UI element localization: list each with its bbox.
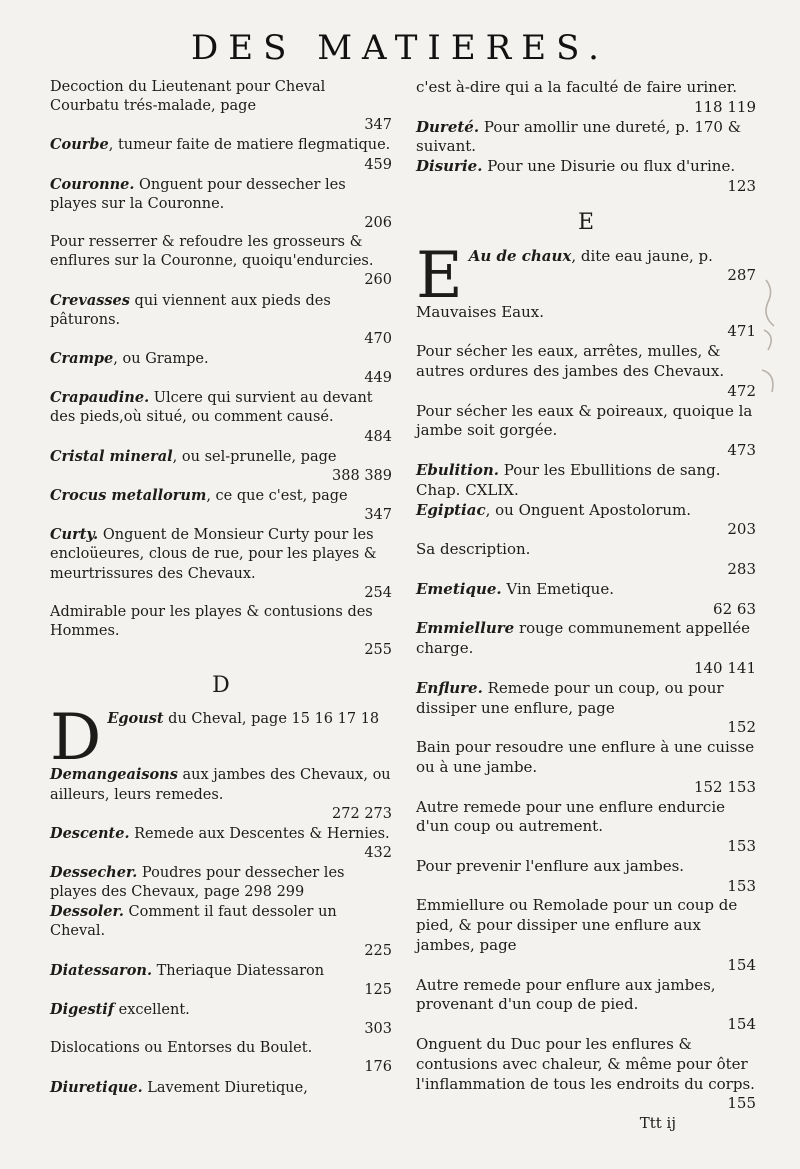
entry-page-number: 449 [364,370,392,387]
index-entry [50,486,392,525]
entry-page-number: 206 [364,214,392,231]
entry-text: excellent. [114,1002,190,1019]
entry-text: Theriaque Diatessaron [152,962,325,979]
margin-smudge-mark [756,270,796,410]
entry-text: , tumeur faite de matiere flegmatique. [108,137,391,154]
index-entry [50,824,392,863]
entry-text: Onguent de Monsieur Curty pour les encloüeures, clous de rue, pour les playes & meurtrissures des Chevaux. [50,527,377,582]
entry-page-number: 118 119 [693,97,756,116]
entry-term: Ebulition. [416,460,499,479]
entry-term: Egiptiac [416,500,486,519]
entry-term: Diatessaron. [50,961,153,979]
index-entry [50,291,392,349]
entry-text: Pour une Disurie ou flux d'urine. [482,157,736,176]
entry-page-number: 388 389 [332,467,392,484]
entry-text: Comment il faut dessoler un Cheval. [50,904,337,940]
entry-term: Cristal mineral [50,447,173,465]
entry-page-number: 123 [727,176,756,195]
entry-text: , ou sel-prunelle, page [172,448,337,465]
entry-term: Digestif [50,1001,115,1019]
index-entry [50,961,392,1000]
index-entry [416,303,756,343]
entry-page-number: 154 [727,1015,756,1034]
index-entry [416,580,756,620]
entry-text: Ulcere qui survient au devant des pieds,où situé, ou comment causé. [50,390,373,426]
entry-term: Dureté. [416,117,480,136]
drop-cap-letter: D [50,701,102,776]
entry-text: Autre remede pour une enflure endurcie d'un coup ou autrement. [416,797,725,836]
entry-term: Disurie. [416,157,483,176]
entry-text: Pour resserrer & refoudre les grosseurs & enflures sur la Couronne, quoiqu'endurcies. [50,234,374,270]
entry-term: Diuretique. [50,1078,143,1096]
entry-page-number: 176 [364,1059,392,1076]
entry-term: Enflure. [416,678,483,697]
entry-text: Dislocations ou Entorses du Boulet. [50,1040,313,1057]
entry-page-number: 153 [727,876,756,895]
drop-cap-letter: E [416,238,463,313]
entry-page-number: 347 [364,507,392,524]
entry-page-number: 225 [364,942,392,959]
index-entry [416,798,756,857]
entry-page-number: 303 [364,1021,392,1038]
index-entry [50,78,392,135]
entry-term: Dessoler. [50,903,124,921]
entry-text: Poudres pour dessecher les playes des Chevaux, page 298 299 [50,865,345,901]
entry-page-number: 347 [364,117,392,134]
entry-text: Emmiellure ou Remolade pour un coup de pied, & pour dissiper une enflure aux jambes, page [416,896,738,955]
entry-page-number: 260 [364,272,392,289]
index-entry [416,540,756,580]
entry-page-number: 254 [364,584,392,601]
entry-page-number: 470 [364,330,392,347]
index-entry [50,902,392,960]
index-entry [50,863,392,902]
entry-term: Crampe [50,349,114,367]
index-entry [416,501,756,541]
index-entry [50,175,392,233]
entry-page-number: 471 [727,322,756,341]
entry-text: Pour sécher les eaux, arrêtes, mulles, & autres ordures des jambes des Chevaux. [416,342,725,380]
entry-text: Sa description. [416,540,531,559]
index-entry [416,118,756,158]
index-entry [416,896,756,975]
entry-text: Decoction du Lieutenant pour Cheval Courbatu trés-malade, page [50,79,326,115]
entry-page-number: 472 [727,381,756,400]
entry-text: rouge communement appellée charge. [416,619,751,658]
entry-text: Pour prevenir l'enflure aux jambes. [416,856,685,875]
entry-text: Remede aux Descentes & Hernies. [129,825,390,842]
entry-term: Couronne. [50,175,135,193]
index-entry [50,388,392,446]
index-entry [50,603,392,660]
entry-text: Pour sécher les eaux & poireaux, quoique la jambe soit gorgée. [416,401,753,440]
index-entry [416,402,756,461]
entry-page-number: 287 [727,266,756,285]
entry-text: , dite eau jaune, p. [571,246,713,265]
index-entry [416,78,756,118]
index-entry [416,976,756,1035]
entry-page-number: 155 [727,1094,756,1113]
entry-page-number: 473 [727,441,756,460]
entry-text: Onguent pour dessecher les playes sur la Couronne. [50,176,346,212]
entry-text: , ce que c'est, page [206,487,348,504]
entry-text: Bain pour resoudre une enflure à une cuisse ou à une jambe. [416,738,755,776]
index-entry [50,1039,392,1077]
entry-text: Onguent du Duc pour les enflures & contusions avec chaleur, & même pour ôter l'inflammation de tous les endroits du corps. [416,1035,755,1093]
entry-page-number: 484 [364,428,392,445]
entry-term: Demangeaisons [50,766,178,784]
entry-term: Crevasses [50,291,130,309]
index-entry [50,349,392,388]
index-entry [50,765,392,823]
entry-page-number: 140 141 [693,658,756,677]
entry-text: Pour les Ebullitions de sang. Chap. CXLIX. [416,460,721,499]
index-entry [416,857,756,897]
index-entry [416,738,756,797]
entry-page-number: 62 63 [713,599,756,618]
index-entry [416,157,756,197]
entry-page-number: 255 [364,642,392,659]
entry-term: Dessecher. [50,864,138,882]
entry-text: Admirable pour les playes & contusions des Hommes. [50,603,373,639]
entry-term: Crapaudine. [50,389,150,407]
entry-term: Crocus metallorum [50,486,207,504]
entry-text: Vin Emetique. [501,579,614,598]
entry-text: , ou Grampe. [113,350,209,367]
index-entry [416,1035,756,1114]
entry-text: aux jambes des Chevaux, ou ailleurs, leurs remedes. [50,767,391,803]
left-column [50,78,392,1098]
entry-term: Courbe [50,136,109,154]
index-entry [416,342,756,401]
index-entry [50,1000,392,1039]
entry-term: Curty. [50,526,99,544]
entry-term: Descente. [50,824,130,842]
entry-text: qui viennent aux pieds des pâturons. [50,292,331,328]
index-entry [416,461,756,501]
entry-text: Autre remede pour enflure aux jambes, provenant d'un coup de pied. [416,975,716,1014]
index-entry [50,1078,392,1098]
entry-text: Mauvaises Eaux. [416,302,544,321]
entry-text: Pour amollir une dureté, p. 170 & suivant. [416,117,742,156]
right-column [416,78,756,1134]
entry-page-number: 203 [727,520,756,539]
entry-page-number: 153 [727,837,756,856]
index-entry [50,135,392,174]
entry-text: Lavement Diuretique, [142,1079,308,1096]
entry-page-number: 152 [727,718,756,737]
index-entry [416,679,756,738]
entry-page-number: 152 153 [693,777,756,796]
entry-page-number: 125 [364,981,392,998]
index-entry [50,447,392,486]
entry-page-number: 283 [727,559,756,578]
entry-term: Egoust [107,710,164,728]
entry-page-number: 154 [727,955,756,974]
entry-term: Emmiellure [416,619,515,638]
entry-text: Remede pour un coup, ou pour dissiper une enflure, page [416,678,724,717]
section-letter-heading: D [212,673,230,699]
entry-term: Emetique. [416,579,502,598]
entry-page-number: 459 [364,156,392,173]
index-entry [416,619,756,678]
entry-term: Au de chaux [468,246,572,265]
entry-text: du Cheval, page 15 16 17 18 [163,711,380,728]
signature-mark: Ttt ij [639,1114,676,1133]
entry-text: c'est à-dire qui a la faculté de faire uriner. [416,78,738,96]
index-entry [50,525,392,603]
entry-page-number: 432 [364,844,392,861]
section-letter-heading: E [577,209,595,235]
entry-page-number: 272 273 [332,805,392,822]
index-entry [50,233,392,290]
page-header-title: DES MATIERES. [191,28,609,68]
entry-text: , ou Onguent Apostolorum. [485,500,692,519]
